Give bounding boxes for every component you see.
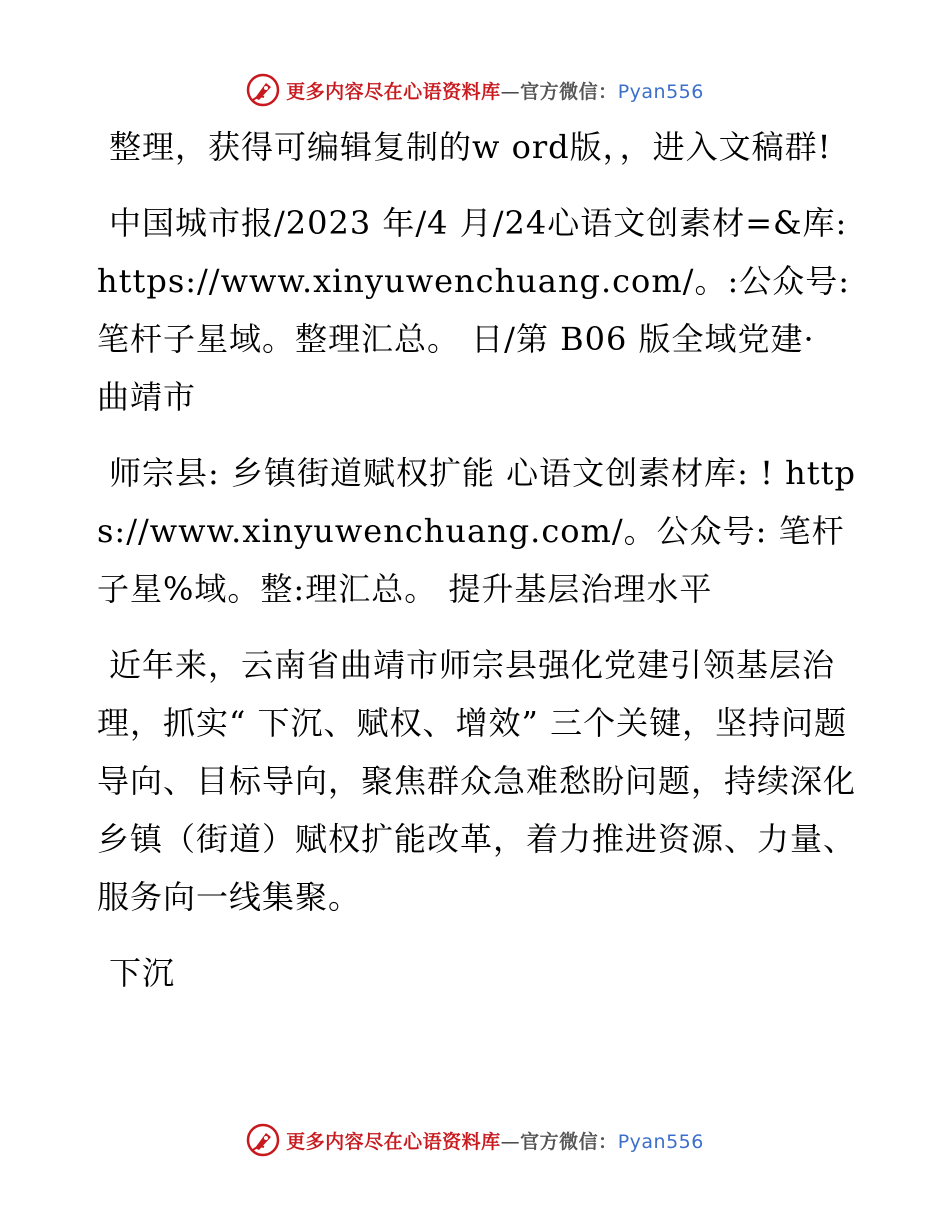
pen-nib-logo-icon xyxy=(246,1123,280,1157)
paragraph-5: 下沉 xyxy=(109,954,176,992)
paragraph-2: 中国城市报/2023 年/4 月/24心语文创素材=&库: https://www.xinyuwenchuang.com/。:公众号: 笔杆子星域。整理汇总。 日/第 B06 版全域党建· 曲靖市 xyxy=(97,204,851,416)
header-banner xyxy=(0,70,950,110)
document-body xyxy=(97,118,857,1020)
banner-wechat-id: Pyan556 xyxy=(617,80,704,103)
paragraph-4: 近年来，云南省曲靖市师宗县强化党建引领基层治理，抓实“ 下沉、赋权、增效” 三个关键，坚持问题导向、目标导向，聚焦群众急难愁盼问题，持续深化乡镇（街道）赋权扩能改革，着力推进资源、力量、服务向一线集聚。 xyxy=(97,646,857,916)
paragraph-3: 师宗县: 乡镇街道赋权扩能 心语文创素材库: ! https://www.xinyuwenchuang.com/。公众号: 笔杆子星%域。整:理汇总。 提升基层治理水平 xyxy=(97,454,856,608)
pen-nib-logo-icon xyxy=(246,73,280,107)
paragraph-1: 整理，获得可编辑复制的w ord版，，进入文稿群! xyxy=(109,128,832,166)
banner-main-text: 更多内容尽在心语资料库 xyxy=(286,1130,501,1153)
banner-dash: — xyxy=(500,1130,521,1153)
banner-text xyxy=(286,1127,704,1154)
footer-banner xyxy=(0,1120,950,1160)
banner-wechat-id: Pyan556 xyxy=(617,1130,704,1153)
banner-main-text: 更多内容尽在心语资料库 xyxy=(286,80,501,103)
banner-label: 官方微信： xyxy=(520,1130,618,1153)
banner-dash: — xyxy=(500,80,521,103)
banner-label: 官方微信： xyxy=(520,80,618,103)
banner-text xyxy=(286,77,704,104)
